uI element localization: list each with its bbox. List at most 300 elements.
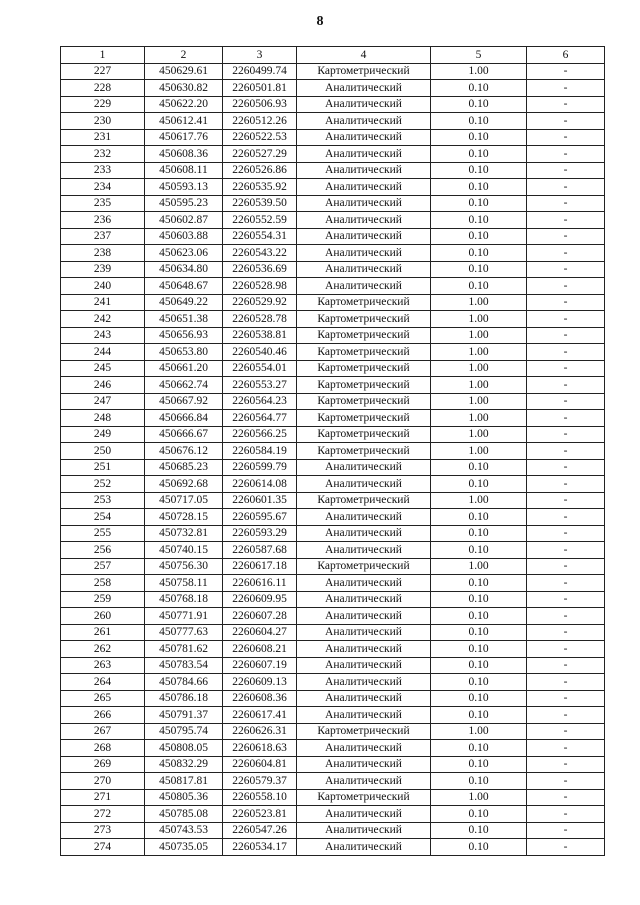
y-coordinate-cell: 2260566.25 (223, 426, 297, 443)
y-coordinate-cell: 2260607.28 (223, 608, 297, 625)
note-cell: - (527, 179, 605, 196)
accuracy-cell: 1.00 (431, 393, 527, 410)
accuracy-cell: 1.00 (431, 443, 527, 460)
accuracy-cell: 0.10 (431, 575, 527, 592)
y-coordinate-cell: 2260499.74 (223, 63, 297, 80)
method-cell: Аналитический (297, 657, 431, 674)
point-number-cell: 237 (61, 228, 145, 245)
note-cell: - (527, 311, 605, 328)
x-coordinate-cell: 450743.53 (145, 822, 223, 839)
accuracy-cell: 0.10 (431, 641, 527, 658)
point-number-cell: 231 (61, 129, 145, 146)
accuracy-cell: 0.10 (431, 756, 527, 773)
table-row (61, 690, 605, 707)
method-cell: Аналитический (297, 96, 431, 113)
point-number-cell: 229 (61, 96, 145, 113)
point-number-cell: 240 (61, 278, 145, 295)
y-coordinate-cell: 2260543.22 (223, 245, 297, 262)
table-row (61, 63, 605, 80)
note-cell: - (527, 723, 605, 740)
column-header: 5 (431, 47, 527, 64)
y-coordinate-cell: 2260558.10 (223, 789, 297, 806)
note-cell: - (527, 806, 605, 823)
accuracy-cell: 0.10 (431, 740, 527, 757)
table-row (61, 839, 605, 856)
accuracy-cell: 1.00 (431, 344, 527, 361)
point-number-cell: 245 (61, 360, 145, 377)
accuracy-cell: 1.00 (431, 492, 527, 509)
method-cell: Аналитический (297, 212, 431, 229)
x-coordinate-cell: 450666.84 (145, 410, 223, 427)
accuracy-cell: 0.10 (431, 839, 527, 856)
method-cell: Картометрический (297, 426, 431, 443)
x-coordinate-cell: 450805.36 (145, 789, 223, 806)
y-coordinate-cell: 2260552.59 (223, 212, 297, 229)
method-cell: Аналитический (297, 674, 431, 691)
method-cell: Картометрический (297, 789, 431, 806)
point-number-cell: 271 (61, 789, 145, 806)
method-cell: Картометрический (297, 294, 431, 311)
accuracy-cell: 0.10 (431, 806, 527, 823)
y-coordinate-cell: 2260593.29 (223, 525, 297, 542)
note-cell: - (527, 542, 605, 559)
table-row (61, 591, 605, 608)
note-cell: - (527, 641, 605, 658)
point-number-cell: 252 (61, 476, 145, 493)
table-row (61, 608, 605, 625)
table-row (61, 806, 605, 823)
accuracy-cell: 0.10 (431, 608, 527, 625)
y-coordinate-cell: 2260540.46 (223, 344, 297, 361)
note-cell: - (527, 410, 605, 427)
method-cell: Аналитический (297, 476, 431, 493)
note-cell: - (527, 129, 605, 146)
table-row (61, 212, 605, 229)
table-row (61, 410, 605, 427)
accuracy-cell: 0.10 (431, 113, 527, 130)
table-row (61, 525, 605, 542)
x-coordinate-cell: 450735.05 (145, 839, 223, 856)
method-cell: Картометрический (297, 723, 431, 740)
note-cell: - (527, 773, 605, 790)
x-coordinate-cell: 450612.41 (145, 113, 223, 130)
table-row (61, 509, 605, 526)
point-number-cell: 250 (61, 443, 145, 460)
note-cell: - (527, 327, 605, 344)
accuracy-cell: 0.10 (431, 707, 527, 724)
x-coordinate-cell: 450817.81 (145, 773, 223, 790)
method-cell: Аналитический (297, 591, 431, 608)
y-coordinate-cell: 2260617.18 (223, 558, 297, 575)
note-cell: - (527, 80, 605, 97)
y-coordinate-cell: 2260547.26 (223, 822, 297, 839)
note-cell: - (527, 575, 605, 592)
table-row (61, 80, 605, 97)
table-row (61, 113, 605, 130)
point-number-cell: 264 (61, 674, 145, 691)
method-cell: Аналитический (297, 773, 431, 790)
note-cell: - (527, 96, 605, 113)
accuracy-cell: 1.00 (431, 63, 527, 80)
table-row (61, 146, 605, 163)
table-row (61, 624, 605, 641)
method-cell: Аналитический (297, 575, 431, 592)
x-coordinate-cell: 450732.81 (145, 525, 223, 542)
note-cell: - (527, 657, 605, 674)
table-row (61, 492, 605, 509)
method-cell: Картометрический (297, 443, 431, 460)
x-coordinate-cell: 450783.54 (145, 657, 223, 674)
note-cell: - (527, 459, 605, 476)
note-cell: - (527, 674, 605, 691)
x-coordinate-cell: 450791.37 (145, 707, 223, 724)
method-cell: Аналитический (297, 459, 431, 476)
x-coordinate-cell: 450740.15 (145, 542, 223, 559)
point-number-cell: 247 (61, 393, 145, 410)
point-number-cell: 253 (61, 492, 145, 509)
column-header: 6 (527, 47, 605, 64)
accuracy-cell: 0.10 (431, 591, 527, 608)
point-number-cell: 243 (61, 327, 145, 344)
accuracy-cell: 1.00 (431, 558, 527, 575)
point-number-cell: 228 (61, 80, 145, 97)
note-cell: - (527, 558, 605, 575)
x-coordinate-cell: 450717.05 (145, 492, 223, 509)
point-number-cell: 260 (61, 608, 145, 625)
accuracy-cell: 1.00 (431, 426, 527, 443)
point-number-cell: 230 (61, 113, 145, 130)
method-cell: Аналитический (297, 839, 431, 856)
y-coordinate-cell: 2260608.21 (223, 641, 297, 658)
table-row (61, 789, 605, 806)
x-coordinate-cell: 450795.74 (145, 723, 223, 740)
y-coordinate-cell: 2260608.36 (223, 690, 297, 707)
note-cell: - (527, 740, 605, 757)
table-row (61, 179, 605, 196)
y-coordinate-cell: 2260564.23 (223, 393, 297, 410)
method-cell: Картометрический (297, 311, 431, 328)
method-cell: Картометрический (297, 327, 431, 344)
page-number: 8 (316, 14, 324, 29)
y-coordinate-cell: 2260609.13 (223, 674, 297, 691)
method-cell: Аналитический (297, 740, 431, 757)
x-coordinate-cell: 450608.36 (145, 146, 223, 163)
x-coordinate-cell: 450784.66 (145, 674, 223, 691)
accuracy-cell: 1.00 (431, 294, 527, 311)
method-cell: Аналитический (297, 80, 431, 97)
point-number-cell: 273 (61, 822, 145, 839)
x-coordinate-cell: 450653.80 (145, 344, 223, 361)
y-coordinate-cell: 2260522.53 (223, 129, 297, 146)
table-row (61, 575, 605, 592)
table-row (61, 740, 605, 757)
table-row (61, 542, 605, 559)
x-coordinate-cell: 450630.82 (145, 80, 223, 97)
y-coordinate-cell: 2260554.31 (223, 228, 297, 245)
accuracy-cell: 0.10 (431, 278, 527, 295)
point-number-cell: 272 (61, 806, 145, 823)
x-coordinate-cell: 450758.11 (145, 575, 223, 592)
accuracy-cell: 0.10 (431, 245, 527, 262)
accuracy-cell: 1.00 (431, 311, 527, 328)
x-coordinate-cell: 450728.15 (145, 509, 223, 526)
y-coordinate-cell: 2260626.31 (223, 723, 297, 740)
column-header: 3 (223, 47, 297, 64)
note-cell: - (527, 624, 605, 641)
accuracy-cell: 1.00 (431, 789, 527, 806)
coordinates-table (60, 46, 605, 856)
method-cell: Аналитический (297, 146, 431, 163)
note-cell: - (527, 443, 605, 460)
accuracy-cell: 0.10 (431, 509, 527, 526)
x-coordinate-cell: 450603.88 (145, 228, 223, 245)
note-cell: - (527, 839, 605, 856)
x-coordinate-cell: 450622.20 (145, 96, 223, 113)
point-number-cell: 234 (61, 179, 145, 196)
method-cell: Аналитический (297, 179, 431, 196)
note-cell: - (527, 245, 605, 262)
y-coordinate-cell: 2260506.93 (223, 96, 297, 113)
y-coordinate-cell: 2260614.08 (223, 476, 297, 493)
x-coordinate-cell: 450623.06 (145, 245, 223, 262)
accuracy-cell: 0.10 (431, 162, 527, 179)
table-row (61, 723, 605, 740)
y-coordinate-cell: 2260599.79 (223, 459, 297, 476)
method-cell: Аналитический (297, 129, 431, 146)
accuracy-cell: 1.00 (431, 360, 527, 377)
x-coordinate-cell: 450617.76 (145, 129, 223, 146)
y-coordinate-cell: 2260579.37 (223, 773, 297, 790)
x-coordinate-cell: 450768.18 (145, 591, 223, 608)
y-coordinate-cell: 2260528.78 (223, 311, 297, 328)
note-cell: - (527, 261, 605, 278)
note-cell: - (527, 525, 605, 542)
method-cell: Аналитический (297, 245, 431, 262)
accuracy-cell: 0.10 (431, 261, 527, 278)
column-header: 4 (297, 47, 431, 64)
y-coordinate-cell: 2260534.17 (223, 839, 297, 856)
point-number-cell: 258 (61, 575, 145, 592)
x-coordinate-cell: 450595.23 (145, 195, 223, 212)
column-header: 1 (61, 47, 145, 64)
accuracy-cell: 0.10 (431, 179, 527, 196)
note-cell: - (527, 377, 605, 394)
point-number-cell: 256 (61, 542, 145, 559)
point-number-cell: 242 (61, 311, 145, 328)
table-row (61, 278, 605, 295)
note-cell: - (527, 426, 605, 443)
note-cell: - (527, 294, 605, 311)
point-number-cell: 254 (61, 509, 145, 526)
table-row (61, 245, 605, 262)
method-cell: Аналитический (297, 707, 431, 724)
method-cell: Картометрический (297, 410, 431, 427)
accuracy-cell: 0.10 (431, 195, 527, 212)
point-number-cell: 263 (61, 657, 145, 674)
method-cell: Аналитический (297, 641, 431, 658)
y-coordinate-cell: 2260587.68 (223, 542, 297, 559)
note-cell: - (527, 344, 605, 361)
point-number-cell: 261 (61, 624, 145, 641)
accuracy-cell: 0.10 (431, 674, 527, 691)
y-coordinate-cell: 2260539.50 (223, 195, 297, 212)
table-row (61, 228, 605, 245)
method-cell: Картометрический (297, 492, 431, 509)
method-cell: Аналитический (297, 113, 431, 130)
y-coordinate-cell: 2260564.77 (223, 410, 297, 427)
x-coordinate-cell: 450662.74 (145, 377, 223, 394)
method-cell: Картометрический (297, 360, 431, 377)
y-coordinate-cell: 2260617.41 (223, 707, 297, 724)
note-cell: - (527, 146, 605, 163)
method-cell: Аналитический (297, 261, 431, 278)
accuracy-cell: 0.10 (431, 624, 527, 641)
table-row (61, 311, 605, 328)
x-coordinate-cell: 450785.08 (145, 806, 223, 823)
x-coordinate-cell: 450649.22 (145, 294, 223, 311)
y-coordinate-cell: 2260584.19 (223, 443, 297, 460)
x-coordinate-cell: 450667.92 (145, 393, 223, 410)
method-cell: Аналитический (297, 162, 431, 179)
note-cell: - (527, 278, 605, 295)
point-number-cell: 239 (61, 261, 145, 278)
table-row (61, 822, 605, 839)
point-number-cell: 270 (61, 773, 145, 790)
x-coordinate-cell: 450656.93 (145, 327, 223, 344)
point-number-cell: 259 (61, 591, 145, 608)
table-row (61, 377, 605, 394)
y-coordinate-cell: 2260536.69 (223, 261, 297, 278)
y-coordinate-cell: 2260535.92 (223, 179, 297, 196)
table-body (61, 63, 605, 855)
method-cell: Картометрический (297, 63, 431, 80)
table-row (61, 129, 605, 146)
accuracy-cell: 0.10 (431, 657, 527, 674)
accuracy-cell: 0.10 (431, 459, 527, 476)
x-coordinate-cell: 450608.11 (145, 162, 223, 179)
point-number-cell: 233 (61, 162, 145, 179)
y-coordinate-cell: 2260554.01 (223, 360, 297, 377)
method-cell: Аналитический (297, 509, 431, 526)
point-number-cell: 246 (61, 377, 145, 394)
method-cell: Аналитический (297, 690, 431, 707)
point-number-cell: 262 (61, 641, 145, 658)
x-coordinate-cell: 450808.05 (145, 740, 223, 757)
table-row (61, 393, 605, 410)
note-cell: - (527, 822, 605, 839)
method-cell: Картометрический (297, 377, 431, 394)
y-coordinate-cell: 2260526.86 (223, 162, 297, 179)
x-coordinate-cell: 450676.12 (145, 443, 223, 460)
x-coordinate-cell: 450602.87 (145, 212, 223, 229)
point-number-cell: 255 (61, 525, 145, 542)
table-row (61, 294, 605, 311)
x-coordinate-cell: 450593.13 (145, 179, 223, 196)
point-number-cell: 269 (61, 756, 145, 773)
table-row (61, 773, 605, 790)
x-coordinate-cell: 450771.91 (145, 608, 223, 625)
x-coordinate-cell: 450781.62 (145, 641, 223, 658)
x-coordinate-cell: 450786.18 (145, 690, 223, 707)
table-row (61, 261, 605, 278)
accuracy-cell: 0.10 (431, 96, 527, 113)
x-coordinate-cell: 450666.67 (145, 426, 223, 443)
point-number-cell: 232 (61, 146, 145, 163)
y-coordinate-cell: 2260501.81 (223, 80, 297, 97)
table-row (61, 641, 605, 658)
method-cell: Аналитический (297, 822, 431, 839)
point-number-cell: 251 (61, 459, 145, 476)
note-cell: - (527, 707, 605, 724)
table-row (61, 162, 605, 179)
point-number-cell: 265 (61, 690, 145, 707)
x-coordinate-cell: 450756.30 (145, 558, 223, 575)
accuracy-cell: 0.10 (431, 822, 527, 839)
note-cell: - (527, 509, 605, 526)
y-coordinate-cell: 2260523.81 (223, 806, 297, 823)
x-coordinate-cell: 450651.38 (145, 311, 223, 328)
method-cell: Аналитический (297, 756, 431, 773)
method-cell: Картометрический (297, 393, 431, 410)
x-coordinate-cell: 450777.63 (145, 624, 223, 641)
method-cell: Аналитический (297, 195, 431, 212)
y-coordinate-cell: 2260528.98 (223, 278, 297, 295)
note-cell: - (527, 228, 605, 245)
accuracy-cell: 1.00 (431, 410, 527, 427)
accuracy-cell: 0.10 (431, 542, 527, 559)
note-cell: - (527, 162, 605, 179)
point-number-cell: 266 (61, 707, 145, 724)
y-coordinate-cell: 2260601.35 (223, 492, 297, 509)
table-row (61, 426, 605, 443)
point-number-cell: 244 (61, 344, 145, 361)
method-cell: Аналитический (297, 278, 431, 295)
y-coordinate-cell: 2260604.27 (223, 624, 297, 641)
table-row (61, 360, 605, 377)
table-row (61, 756, 605, 773)
point-number-cell: 267 (61, 723, 145, 740)
method-cell: Аналитический (297, 542, 431, 559)
note-cell: - (527, 63, 605, 80)
point-number-cell: 248 (61, 410, 145, 427)
accuracy-cell: 0.10 (431, 129, 527, 146)
y-coordinate-cell: 2260618.63 (223, 740, 297, 757)
y-coordinate-cell: 2260553.27 (223, 377, 297, 394)
accuracy-cell: 0.10 (431, 212, 527, 229)
y-coordinate-cell: 2260512.26 (223, 113, 297, 130)
table-row (61, 195, 605, 212)
y-coordinate-cell: 2260538.81 (223, 327, 297, 344)
note-cell: - (527, 476, 605, 493)
y-coordinate-cell: 2260609.95 (223, 591, 297, 608)
method-cell: Аналитический (297, 624, 431, 641)
table-row (61, 707, 605, 724)
note-cell: - (527, 789, 605, 806)
accuracy-cell: 0.10 (431, 146, 527, 163)
point-number-cell: 227 (61, 63, 145, 80)
note-cell: - (527, 360, 605, 377)
method-cell: Аналитический (297, 608, 431, 625)
accuracy-cell: 1.00 (431, 377, 527, 394)
accuracy-cell: 1.00 (431, 327, 527, 344)
note-cell: - (527, 756, 605, 773)
point-number-cell: 257 (61, 558, 145, 575)
note-cell: - (527, 608, 605, 625)
accuracy-cell: 0.10 (431, 690, 527, 707)
y-coordinate-cell: 2260616.11 (223, 575, 297, 592)
note-cell: - (527, 393, 605, 410)
note-cell: - (527, 195, 605, 212)
